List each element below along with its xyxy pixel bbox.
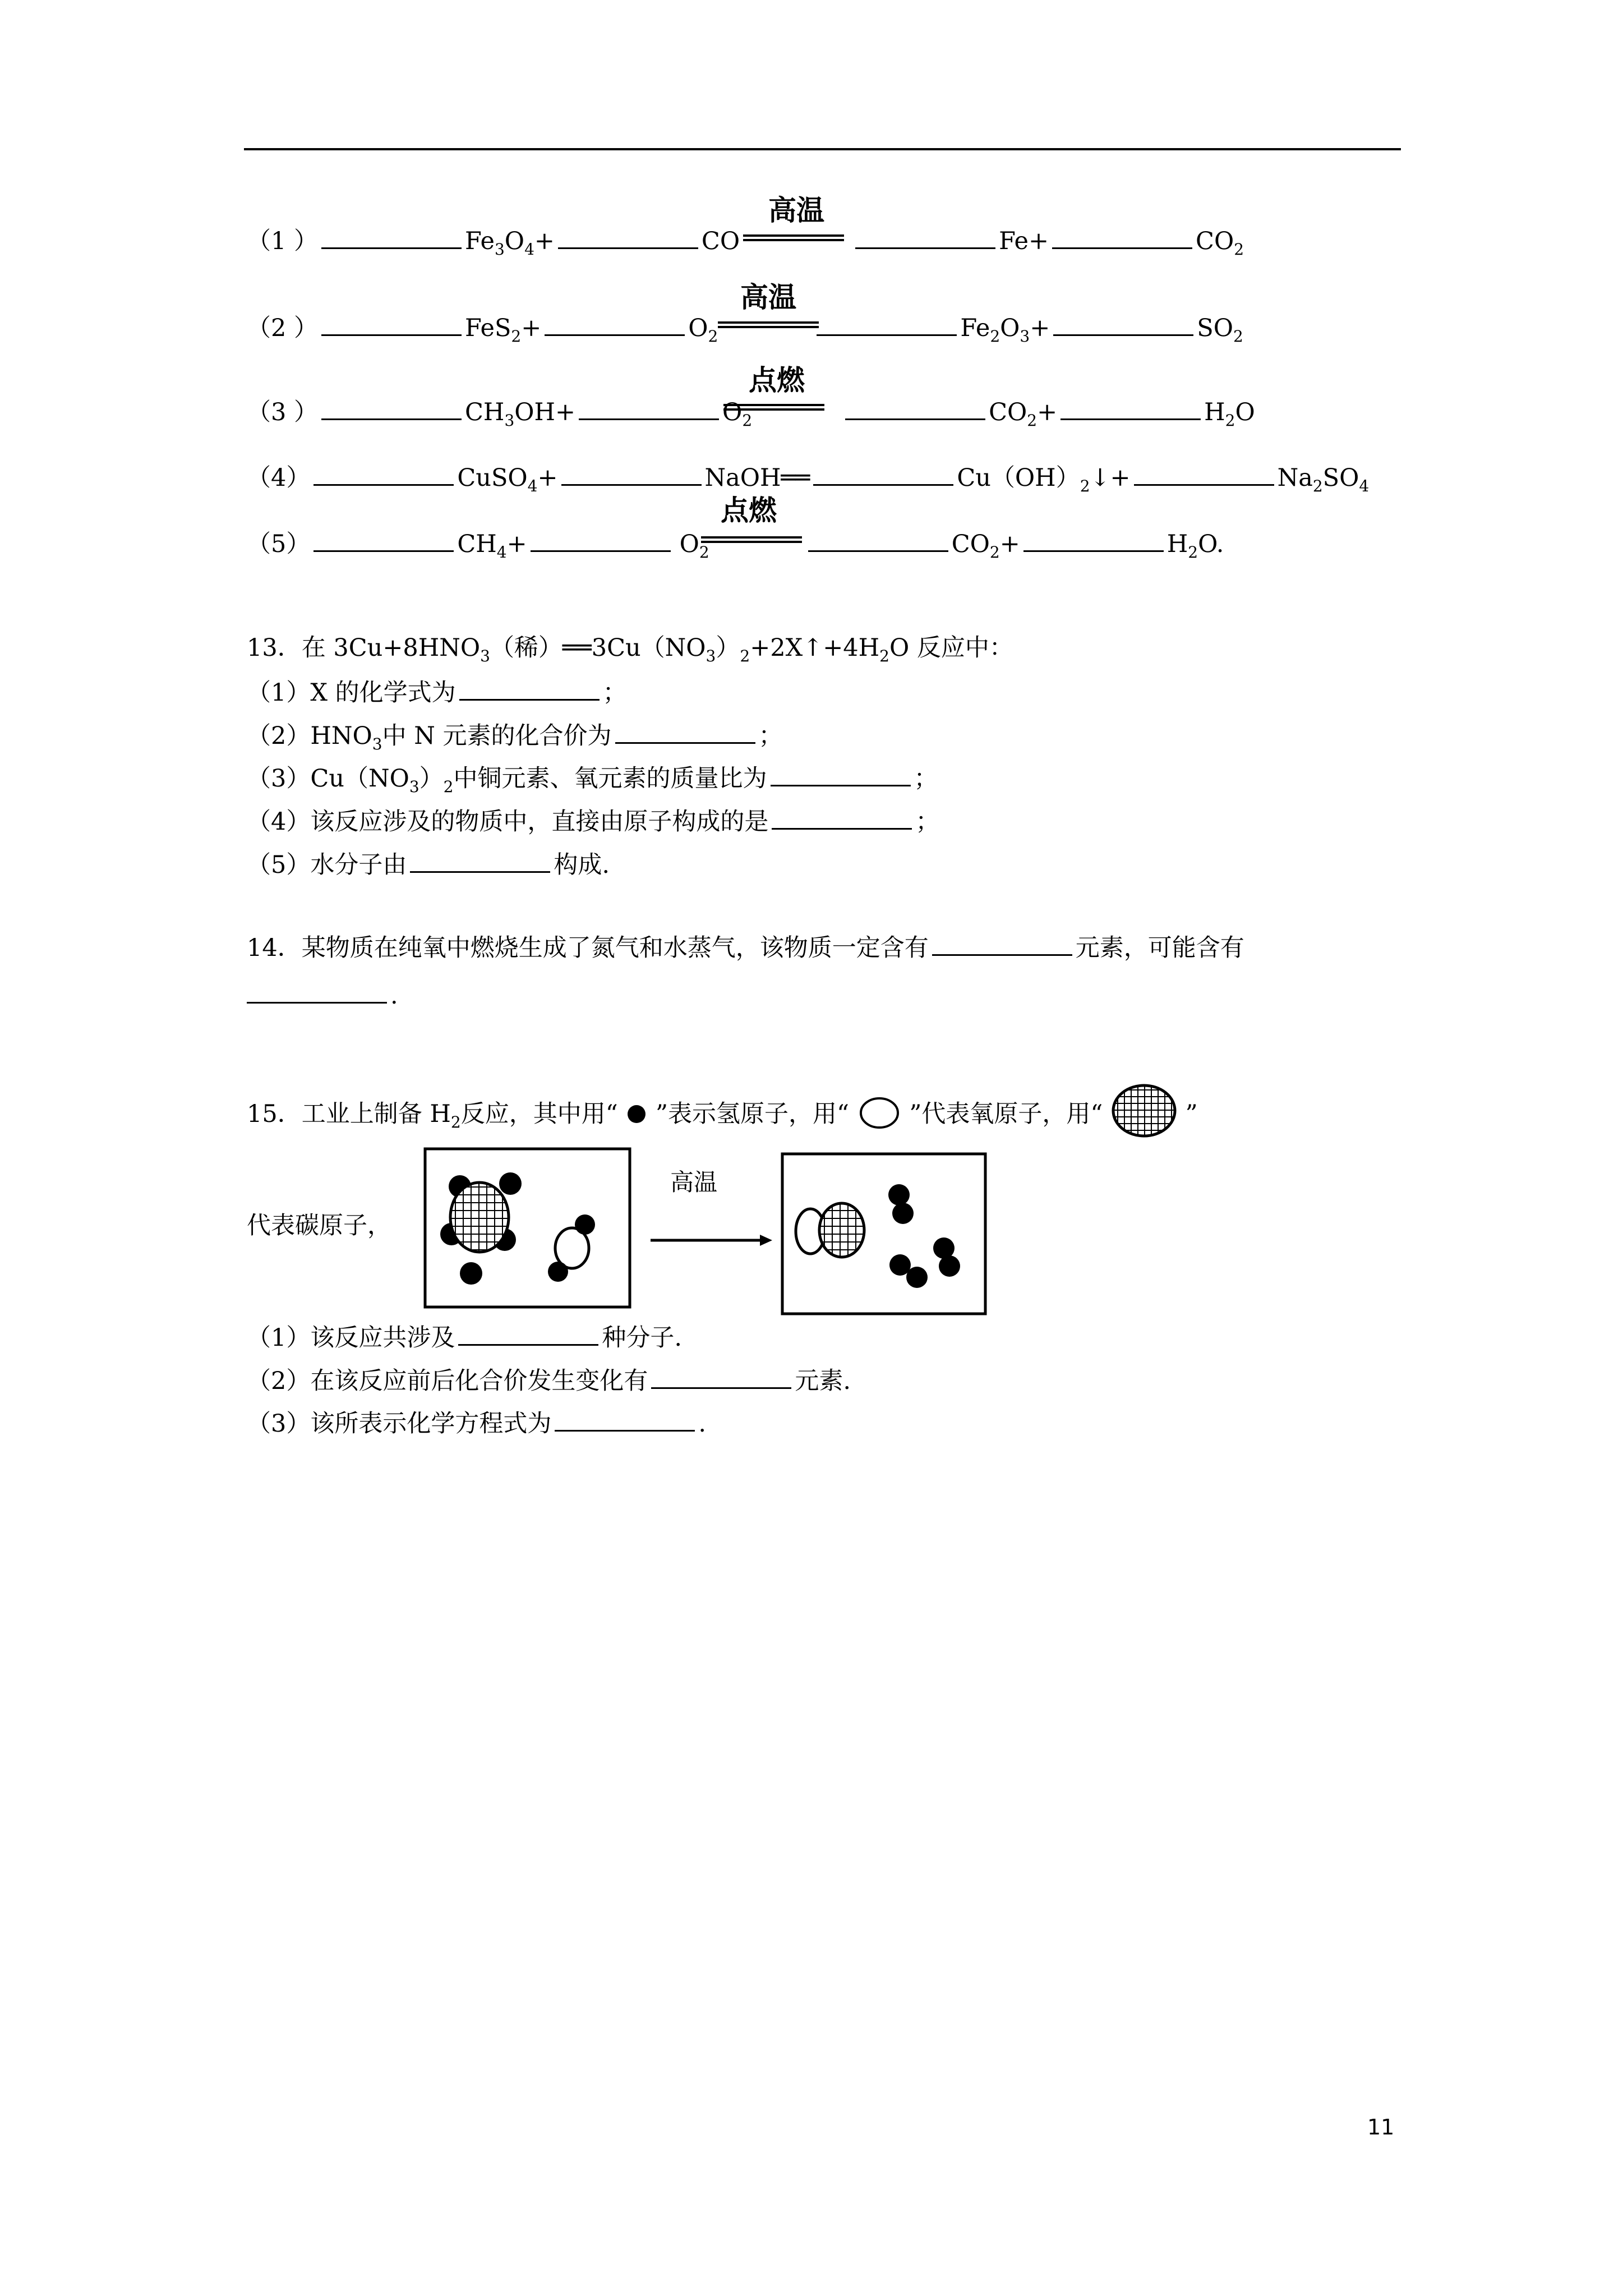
condition-gaowen-2: 高温 — [740, 281, 796, 314]
hydrogen-atom-icon — [939, 1255, 960, 1277]
condition-dianran-5: 点燃 — [721, 494, 777, 527]
header-rule — [244, 148, 1401, 150]
equation-3: （3 ） $CH_3OH+ O_2$ $CO_2+ H_2O$ — [247, 398, 1255, 430]
condition-dianran-3: 点燃 — [749, 364, 805, 397]
q15-stem-cont: 代表碳原子， — [247, 1212, 391, 1240]
page-number: 11 — [1367, 2115, 1395, 2139]
carbon-atom-icon — [1110, 1083, 1178, 1139]
hydrogen-atom-icon — [892, 1203, 914, 1224]
hydrogen-atom-icon — [499, 1172, 522, 1195]
equation-5: （5） $CH_4+ O_2$ $CO_2+ H_2O$. — [247, 530, 1224, 562]
hydrogen-atom-icon — [888, 1184, 910, 1205]
arrow-condition-label: 高温 — [670, 1168, 718, 1196]
equation-2: （2 ） $FeS_2+ O_2$ $Fe_2O_3+ SO_2$ — [247, 314, 1243, 346]
q15-part-2: （2）在该反应前后化合价发生变化有 元素. — [247, 1367, 851, 1395]
q15-part-1: （1）该反应共涉及 种分子. — [247, 1324, 683, 1352]
equation-1: （1 ） $Fe_3O_4+$ CO $Fe+ CO_2$ — [247, 227, 1244, 259]
q15-part-3: （3）该所表示化学方程式为 . — [247, 1410, 707, 1438]
arrow-head — [760, 1235, 772, 1246]
q14-stem: 14．某物质在纯氧中燃烧生成了氮气和水蒸气，该物质一定含有 元素，可能含有 — [247, 934, 1244, 962]
q14-stem-cont: . — [247, 979, 398, 1013]
condition-gaowen-1: 高温 — [768, 194, 824, 227]
q13-part-4: （4）该反应涉及的物质中，直接由原子构成的是 ； — [247, 808, 940, 836]
equals-sign-2 — [718, 321, 819, 328]
hydrogen-atom-icon — [575, 1214, 595, 1235]
q13-stem: 13．在 $3Cu+8HNO_3$（稀）$══3Cu(NO_3)_2+2X↑+4H_2O$ 反应中： — [247, 634, 1013, 665]
hydrogen-atom-icon — [548, 1262, 568, 1282]
oxygen-atom-icon — [857, 1096, 902, 1130]
hydrogen-atom-icon — [460, 1262, 482, 1285]
carbon-atom-icon — [819, 1203, 864, 1257]
equals-sign-3 — [723, 404, 824, 411]
equals-sign-5 — [701, 536, 802, 543]
equals-sign-1 — [743, 234, 844, 241]
q13-part-2: $(2)HNO_3$中 N 元素的化合价为 ； — [247, 722, 783, 753]
carbon-atom-icon — [450, 1182, 509, 1252]
hydrogen-atom-icon — [625, 1103, 648, 1125]
q13-part-1: （1）X 的化学式为 ； — [247, 679, 627, 707]
q15-stem: 15．工业上制备 $H_2$反应，其中用“ ”表示氢原子，用“ ”代表氧原子，用“ ” — [247, 1083, 1198, 1139]
q13-part-5: （5）水分子由 构成. — [247, 851, 610, 879]
q13-part-3: $(3)Cu(NO_3)_2$中铜元素、氧元素的质量比为 ； — [247, 765, 938, 796]
hydrogen-atom-icon — [906, 1267, 928, 1288]
equation-4: （4） CuSO$_4$+ NaOH══ $Cu(OH)_2↓+ Na_2SO_4$ — [247, 464, 1370, 495]
